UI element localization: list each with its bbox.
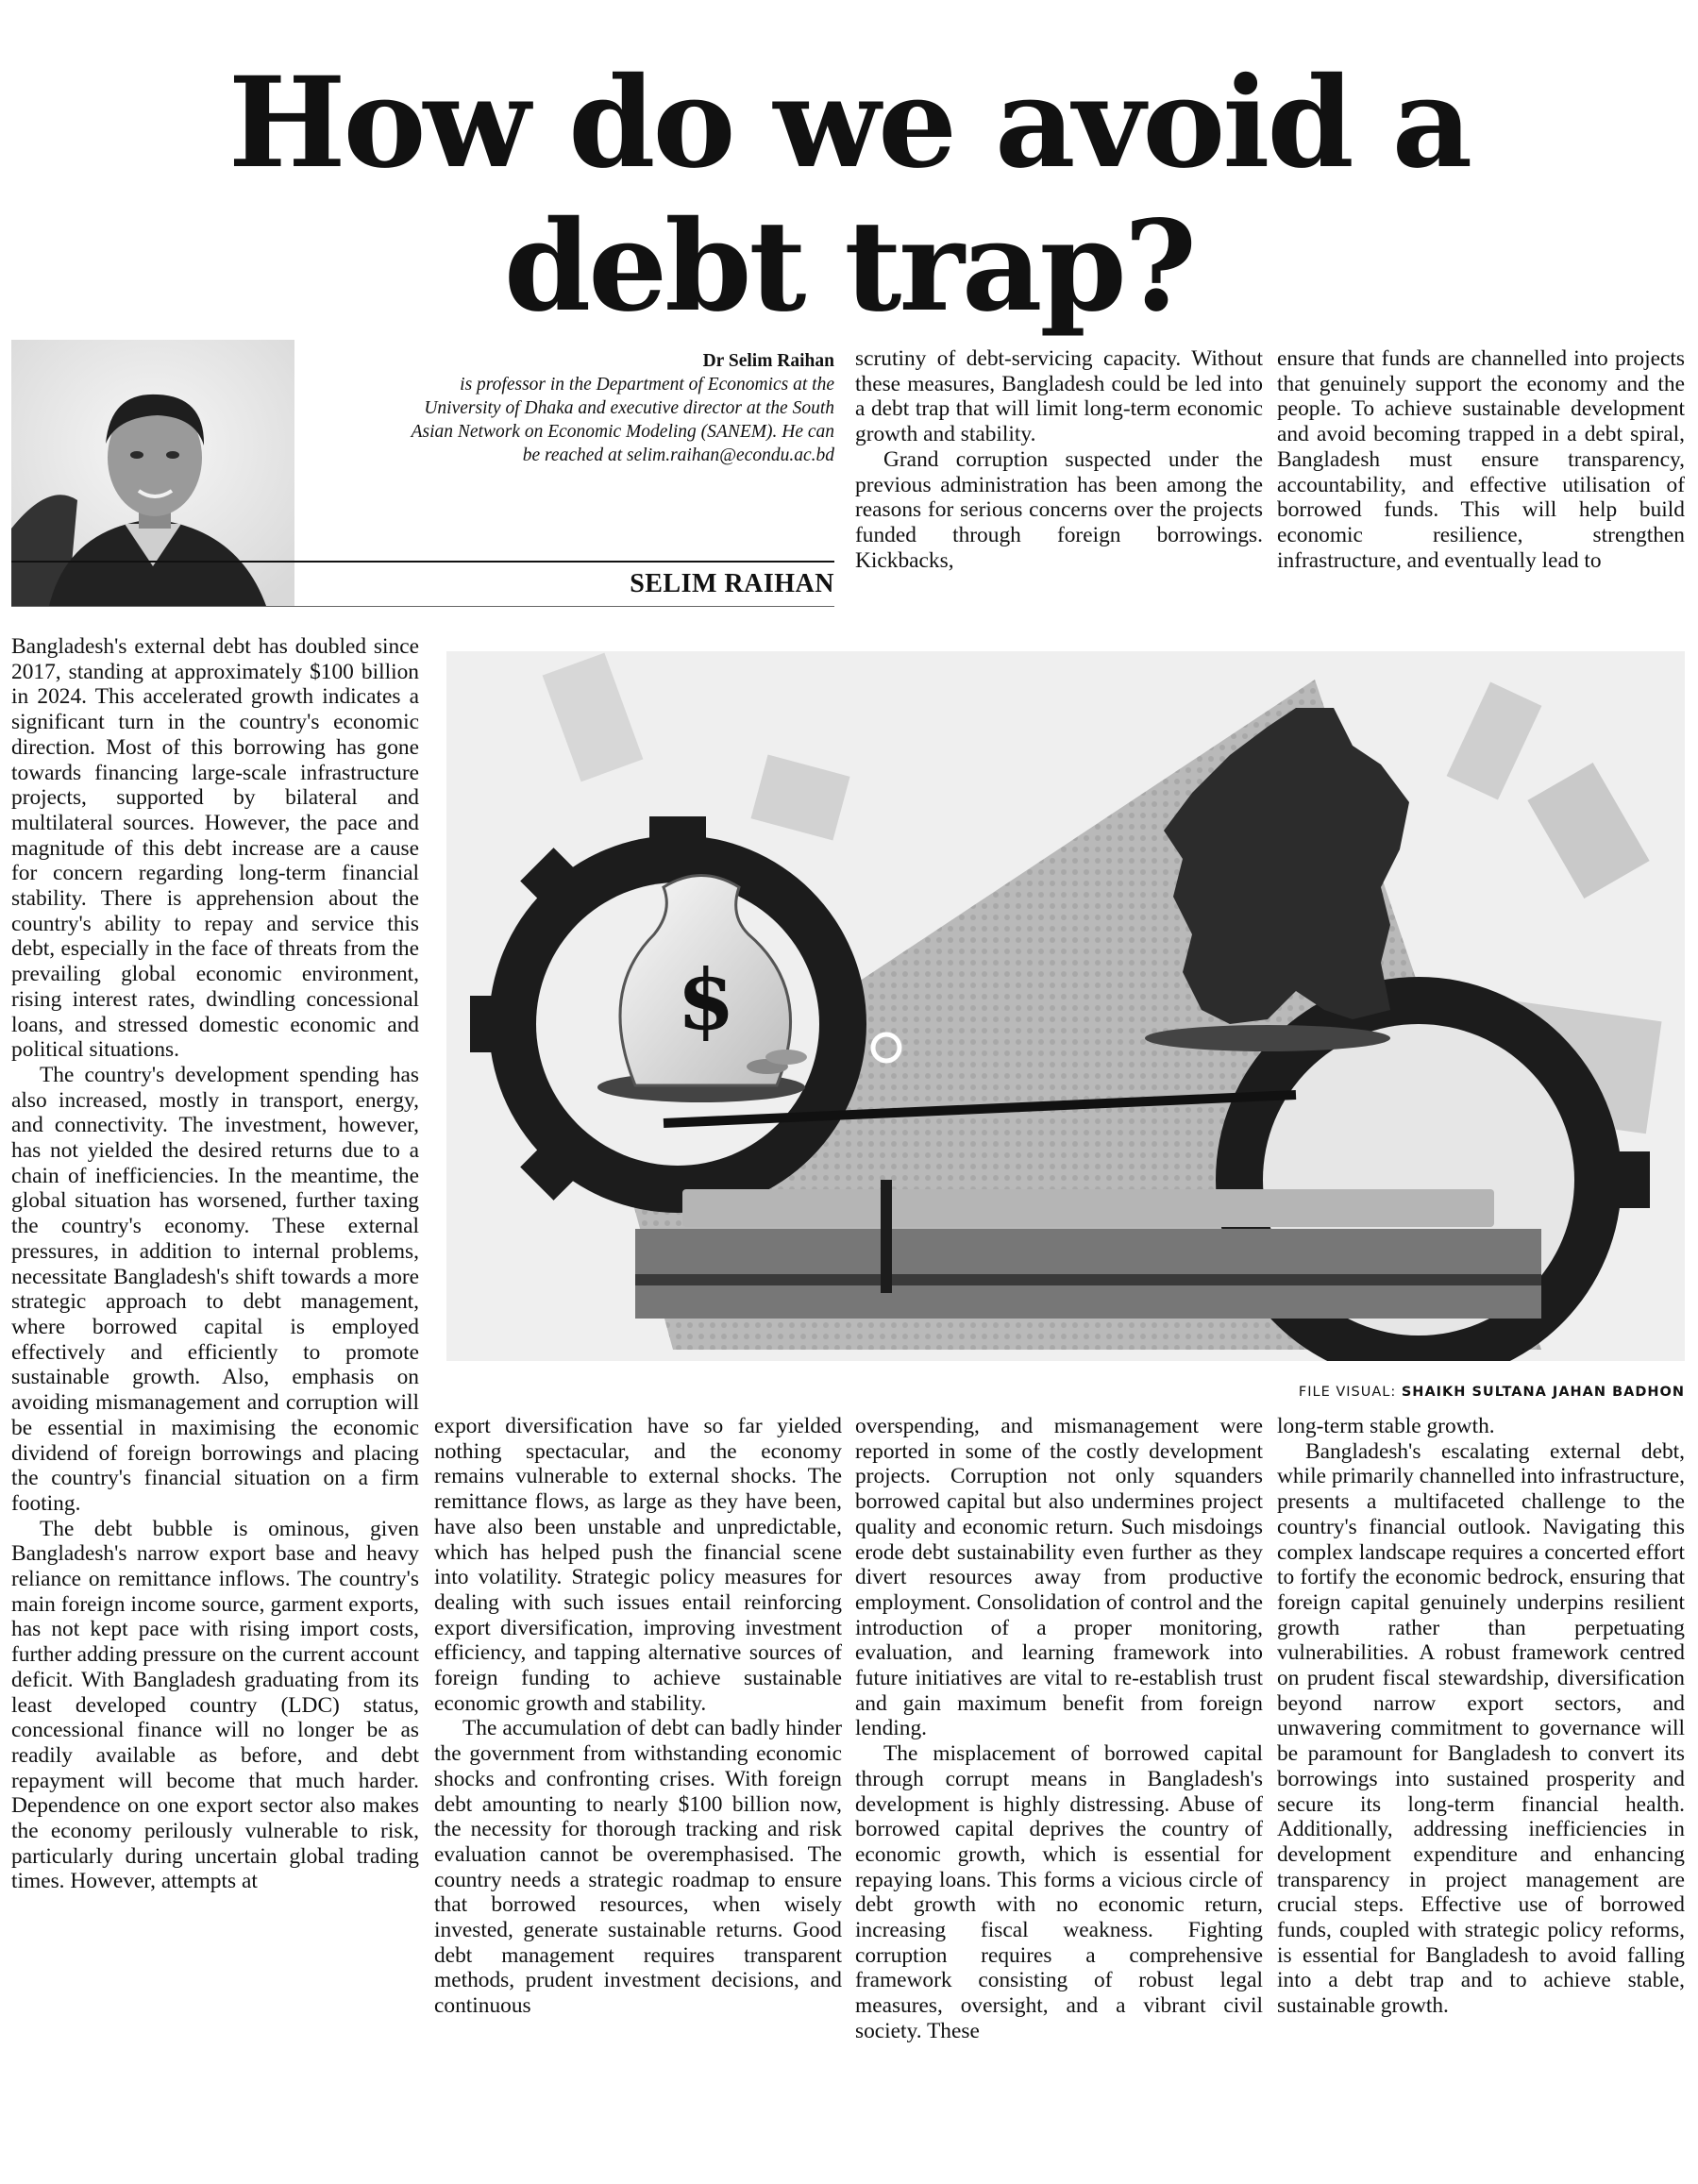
author-name: Dr Selim Raihan [702, 351, 834, 371]
paragraph: The misplacement of borrowed capital through corrupt means in Bangladesh's development is highly distressing. Abuse of borrowed capital deprives the country of economic growth, which is essential for repaying loans. This forms a vicious circle of debt growth with no economic return, increasing fiscal weakness. Fighting corruption requires a comprehensive framework consisting of robust legal measures, oversight, and a vibrant civil society. These [855, 1741, 1263, 2043]
byline: SELIM RAIHAN [630, 569, 834, 598]
top-column-4 [1277, 346, 1685, 609]
scale-pan-right [1145, 1025, 1390, 1051]
scale-base [682, 1189, 1494, 1227]
paragraph: The accumulation of debt can badly hinder the government from withstanding economic shocks and confronting crises. With foreign debt amounting to nearly $100 billion now, the necessity for thorough tracking and risk evaluation cannot be overemphasised. The country needs a strategic roadmap to ensure that borrowed resources, when wisely invested, generate sustainable returns. Good debt management requires transparent methods, prudent investment decisions, and continuous [434, 1716, 842, 2019]
paragraph: long-term stable growth. [1277, 1414, 1495, 1438]
paragraph: scrutiny of debt-servicing capacity. Without these measures, Bangladesh could be led into a debt trap that will limit long-term economic growth and stability. [855, 346, 1263, 447]
paragraph: The debt bubble is ominous, given Bangladesh's narrow export base and heavy reliance on remittance inflows. The country's main foreign income source, garment exports, has not kept pace with rising import costs, further adding pressure on the current account deficit. With Bangladesh graduating from its least developed country (LDC) status, concessional finance will no longer be as readily available as before, and debt repayment will become that much harder. Dependence on one export sector also makes the economy perilously vulnerable to risk, particularly during uncertain global trading times. However, attempts at [11, 1516, 419, 1894]
column-3 [855, 1414, 1263, 2175]
scale-platform [635, 1229, 1541, 1319]
author-description: is professor in the Department of Economics at the University of Dhaka and executive director at the South Asian Network on Economic Modeling (SANEM). He can be reached at selim.raihan@econdu.ac.bd [411, 375, 834, 465]
dollar-sign-icon: $ [677, 950, 735, 1049]
scale-post [881, 1180, 892, 1293]
paragraph: Bangladesh's escalating external debt, while primarily channelled into infrastructure, presents a multifaceted challenge to the country's financial outlook. Navigating this complex landscape requires a concerted effort to fortify the economic bedrock, ensuring that foreign capital genuinely underpins resilient growth rather than perpetuating vulnerabilities. A robust framework centred on prudent fiscal stewardship, diversification beyond narrow export sectors, and unwavering commitment to governance will be paramount for Bangladesh to convert its borrowings into sustained prosperity and secure its long-term financial health. Additionally, addressing inefficiencies in development expenditure and enhancing transparency in project management are crucial steps. Effective use of borrowed funds, coupled with strategic policy reforms, is essential for Bangladesh to avoid falling into a debt trap and to achieve stable, sustainable growth. [1277, 1438, 1685, 2019]
headline-line-2: debt trap? [503, 193, 1195, 340]
paragraph: The country's development spending has also increased, mostly in transport, energy, and connectivity. The investment, however, has not yielded the desired returns due to a chain of inefficiencies. In the meantime, the global situation has worsened, further taxing the country's economy. These external pressures, in addition to internal problems, necessitate Bangladesh's shift towards a more strategic approach to debt management, where borrowed capital is employed effectively and efficiently to promote sustainable growth. Also, emphasis on avoiding mismanagement and corruption will be essential in maximising the economic dividend of foreign borrowings and placing the country's financial situation on a firm footing. [11, 1062, 419, 1516]
paragraph: overspending, and mismanagement were reported in some of the costly development projects. Corruption not only squanders borrowed capital but also undermines project quality and economic return. Such misdoings erode debt sustainability even further as they divert resources away from productive employment. Consolidation of control and the introduction of a proper monitoring, evaluation, and learning framework into future initiatives are vital to re-establish trust and gain maximum benefit from foreign lending. [855, 1414, 1263, 1741]
paragraph: Bangladesh's external debt has doubled since 2017, standing at approximately $100 billion in 2024. This accelerated growth indicates a significant turn in the country's economic direction. Most of this borrowing has gone towards financing large-scale infrastructure projects, supported by bilateral and multilateral sources. However, the pace and magnitude of this debt increase are a cause for concern regarding long-term financial stability. There is apprehension about the country's ability to repay and service this debt, especially in the face of threats from the prevailing global economic environment, rising interest rates, dwindling concessional loans, and stressed domestic economic and political situations. [11, 634, 419, 1063]
author-bio [406, 349, 834, 467]
paragraph: Grand corruption suspected under the previous administration has been among the reasons for serious concerns over the projects funded through foreign borrowings. Kickbacks, [855, 446, 1263, 573]
credit-name: SHAIKH SULTANA JAHAN BADHON [1401, 1385, 1685, 1400]
debt-scale-illustration [446, 651, 1685, 1361]
image-credit [1299, 1385, 1685, 1400]
column-2 [434, 1414, 842, 2175]
headline-line-1: How do we avoid a [227, 50, 1471, 196]
column-1 [11, 634, 419, 2175]
author-portrait [11, 340, 294, 606]
column-4 [1277, 1414, 1685, 2175]
headline [0, 52, 1698, 339]
article-illustration [446, 651, 1685, 1361]
paragraph: export diversification have so far yielded nothing spectacular, and the economy remains vulnerable to external shocks. The remittance flows, as large as they have been, have also been unstable and unpredictable, which has helped push the financial scene into volatility. Strategic policy measures for dealing with such issues entail reinforcing export diversification, improving investment efficiency, and tapping alternative sources of foreign funding to achieve sustainable economic growth and stability. [434, 1414, 842, 1716]
credit-prefix: FILE VISUAL: [1298, 1385, 1397, 1400]
paragraph: ensure that funds are channelled into projects that genuinely support the economy and the people. To achieve sustainable development and avoid becoming trapped in a debt spiral, Bangladesh must ensure transparency, accountability, and effective utilisation of borrowed funds. This will help build economic resilience, strengthen infrastructure, and eventually lead to [1277, 346, 1685, 573]
portrait-photo [11, 340, 294, 606]
header-bottom-rule [11, 606, 834, 607]
top-column-3 [855, 346, 1263, 609]
byline-rule [11, 561, 834, 563]
